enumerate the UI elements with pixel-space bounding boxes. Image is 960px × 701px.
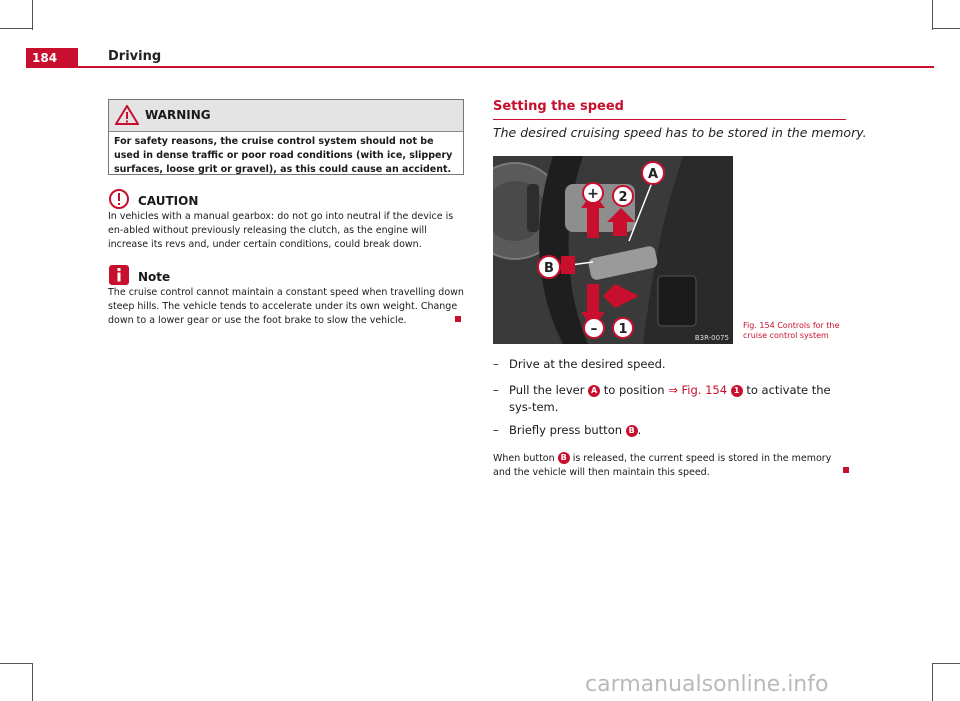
- crop-mark: [0, 28, 32, 29]
- warning-triangle-icon: [115, 105, 139, 125]
- crop-mark: [932, 663, 960, 664]
- chapter-title: Driving: [108, 49, 162, 64]
- crop-mark: [0, 663, 32, 664]
- note-label: Note: [138, 270, 171, 284]
- step-2: [493, 382, 853, 418]
- watermark: carmanualsonline.info: [585, 672, 829, 697]
- warning-text: For safety reasons, the cruise control system should not be used in dense traffic or poor road conditions (with ice, slippery surfaces, loose grit or gravel), as this could cause an accident.: [114, 136, 453, 175]
- caution-block: [108, 188, 464, 258]
- figure-reference-link[interactable]: ⇒ Fig. 154: [668, 383, 728, 397]
- body-text-b: is released, the current speed is stored in the memory and the vehicle will then maintain this speed.: [493, 453, 832, 478]
- figure-label-a: A: [647, 167, 659, 182]
- badge-1: 1: [731, 385, 743, 397]
- step-2-text: [509, 382, 849, 416]
- figure-code: B3R-0075: [694, 334, 729, 342]
- cruise-control-illustration: [493, 156, 733, 344]
- step-3-text-a: Briefly press button: [509, 423, 623, 437]
- badge-b: B: [626, 425, 638, 437]
- header-rule: [78, 66, 934, 68]
- crop-mark: [32, 0, 33, 30]
- section-title: Setting the speed: [493, 99, 624, 114]
- page-number: 184: [26, 48, 78, 68]
- warning-header: [109, 100, 463, 132]
- crop-mark: [932, 28, 960, 29]
- warning-label: WARNING: [145, 108, 211, 122]
- step-dash: –: [493, 383, 499, 397]
- figure-label-minus: –: [590, 321, 598, 337]
- figure-label-plus: +: [587, 186, 599, 202]
- warning-box: [108, 99, 464, 175]
- figure-caption: Fig. 154 Controls for the cruise control system: [743, 321, 840, 340]
- crop-mark: [932, 0, 933, 30]
- section-rule: [493, 119, 846, 120]
- note-text: The cruise control cannot maintain a constant speed when travelling down steep hills. The vehicle tends to accelerate under its own weight. Change down to a lower gear or use the foot brake to slow the vehicle.: [108, 287, 464, 326]
- section-subtitle: The desired cruising speed has to be stored in the memory.: [493, 125, 867, 140]
- step-3: [493, 422, 853, 440]
- step-1: [493, 356, 853, 374]
- step-dash: –: [493, 357, 499, 371]
- step-2-text-a: Pull the lever: [509, 383, 585, 397]
- step-2-text-b: to position: [603, 383, 665, 397]
- badge-a: A: [588, 385, 600, 397]
- body-paragraph: [493, 452, 849, 480]
- caution-text: In vehicles with a manual gearbox: do not go into neutral if the device is en-abled without previously releasing the clutch, as the engine will increase its revs and, under certain conditions, could break down.: [108, 211, 454, 250]
- crop-mark: [32, 663, 33, 701]
- section-end-marker: [843, 467, 849, 473]
- figure-label-2: 2: [618, 190, 628, 205]
- step-3-text: Briefly press button B .: [509, 423, 642, 437]
- caution-label: CAUTION: [138, 194, 199, 208]
- figure-cruise-control: [493, 156, 733, 344]
- badge-b-inline: B: [558, 452, 570, 464]
- step-dash: –: [493, 423, 499, 437]
- caution-icon: [108, 188, 130, 210]
- crop-mark: [932, 663, 933, 701]
- figure-label-b: B: [544, 261, 554, 276]
- step-1-text: Drive at the desired speed.: [509, 357, 666, 371]
- body-text-a: When button: [493, 453, 555, 464]
- note-block: [108, 264, 464, 334]
- note-icon: [108, 264, 130, 286]
- section-end-marker: [455, 316, 461, 322]
- step-2-text-c: to activate the sys-tem.: [509, 383, 831, 414]
- figure-label-1: 1: [618, 322, 628, 337]
